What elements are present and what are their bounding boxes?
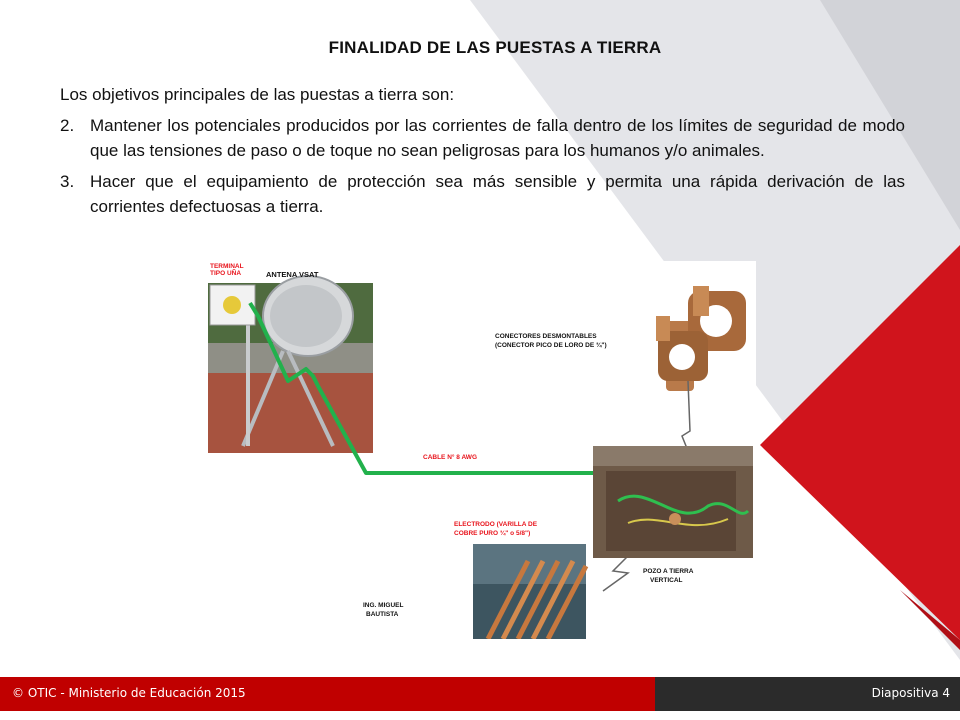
- connectors-photo: [656, 286, 746, 391]
- connectors-label: CONECTORES DESMONTABLES: [495, 333, 597, 340]
- connectors-label: (CONECTOR PICO DE LORO DE ¾"): [495, 342, 607, 349]
- slide-number: Diapositiva 4: [871, 686, 950, 700]
- slide-title: FINALIDAD DE LAS PUESTAS A TIERRA: [328, 38, 662, 57]
- intro-text: Los objetivos principales de las puestas a tierra son:: [60, 85, 455, 104]
- list-item-number: 3.: [60, 172, 75, 191]
- terminal-label: TERMINAL: [210, 263, 244, 270]
- pozo-photo: [593, 446, 753, 558]
- terminal-label: TIPO UÑA: [210, 270, 242, 277]
- electrode-label: ELECTRODO (VARILLA DE: [454, 521, 538, 528]
- grounding-diagram: [188, 261, 756, 639]
- cable-label: CABLE N° 8 AWG: [423, 454, 477, 461]
- list-item-number: 2.: [60, 116, 75, 135]
- author-label: BAUTISTA: [366, 611, 399, 618]
- antenna-photo: [208, 276, 373, 453]
- pozo-label: POZO A TIERRA: [643, 568, 694, 575]
- list-item: [60, 113, 905, 163]
- grounding-diagram-svg: [188, 261, 756, 639]
- objectives-list: [60, 113, 905, 225]
- list-item-text: Hacer que el equipamiento de protección sea más sensible y permita una rápida derivación de las corrientes defectuosas a tierra.: [90, 172, 905, 216]
- list-item: [60, 169, 905, 219]
- pozo-label: VERTICAL: [650, 577, 683, 584]
- footer-copyright: © OTIC - Ministerio de Educación 2015: [12, 686, 246, 700]
- list-item-text: Mantener los potenciales producidos por las corrientes de falla dentro de los límites de seguridad de modo que las tensiones de paso o de toque no sean peligrosas para los humanos y/o animales.: [90, 116, 905, 160]
- author-label: ING. MIGUEL: [363, 602, 404, 609]
- electrode-label: COBRE PURO ¾" o 5/8"): [454, 530, 531, 537]
- antenna-label: ANTENA VSAT: [266, 270, 319, 279]
- electrode-photo: [473, 544, 586, 639]
